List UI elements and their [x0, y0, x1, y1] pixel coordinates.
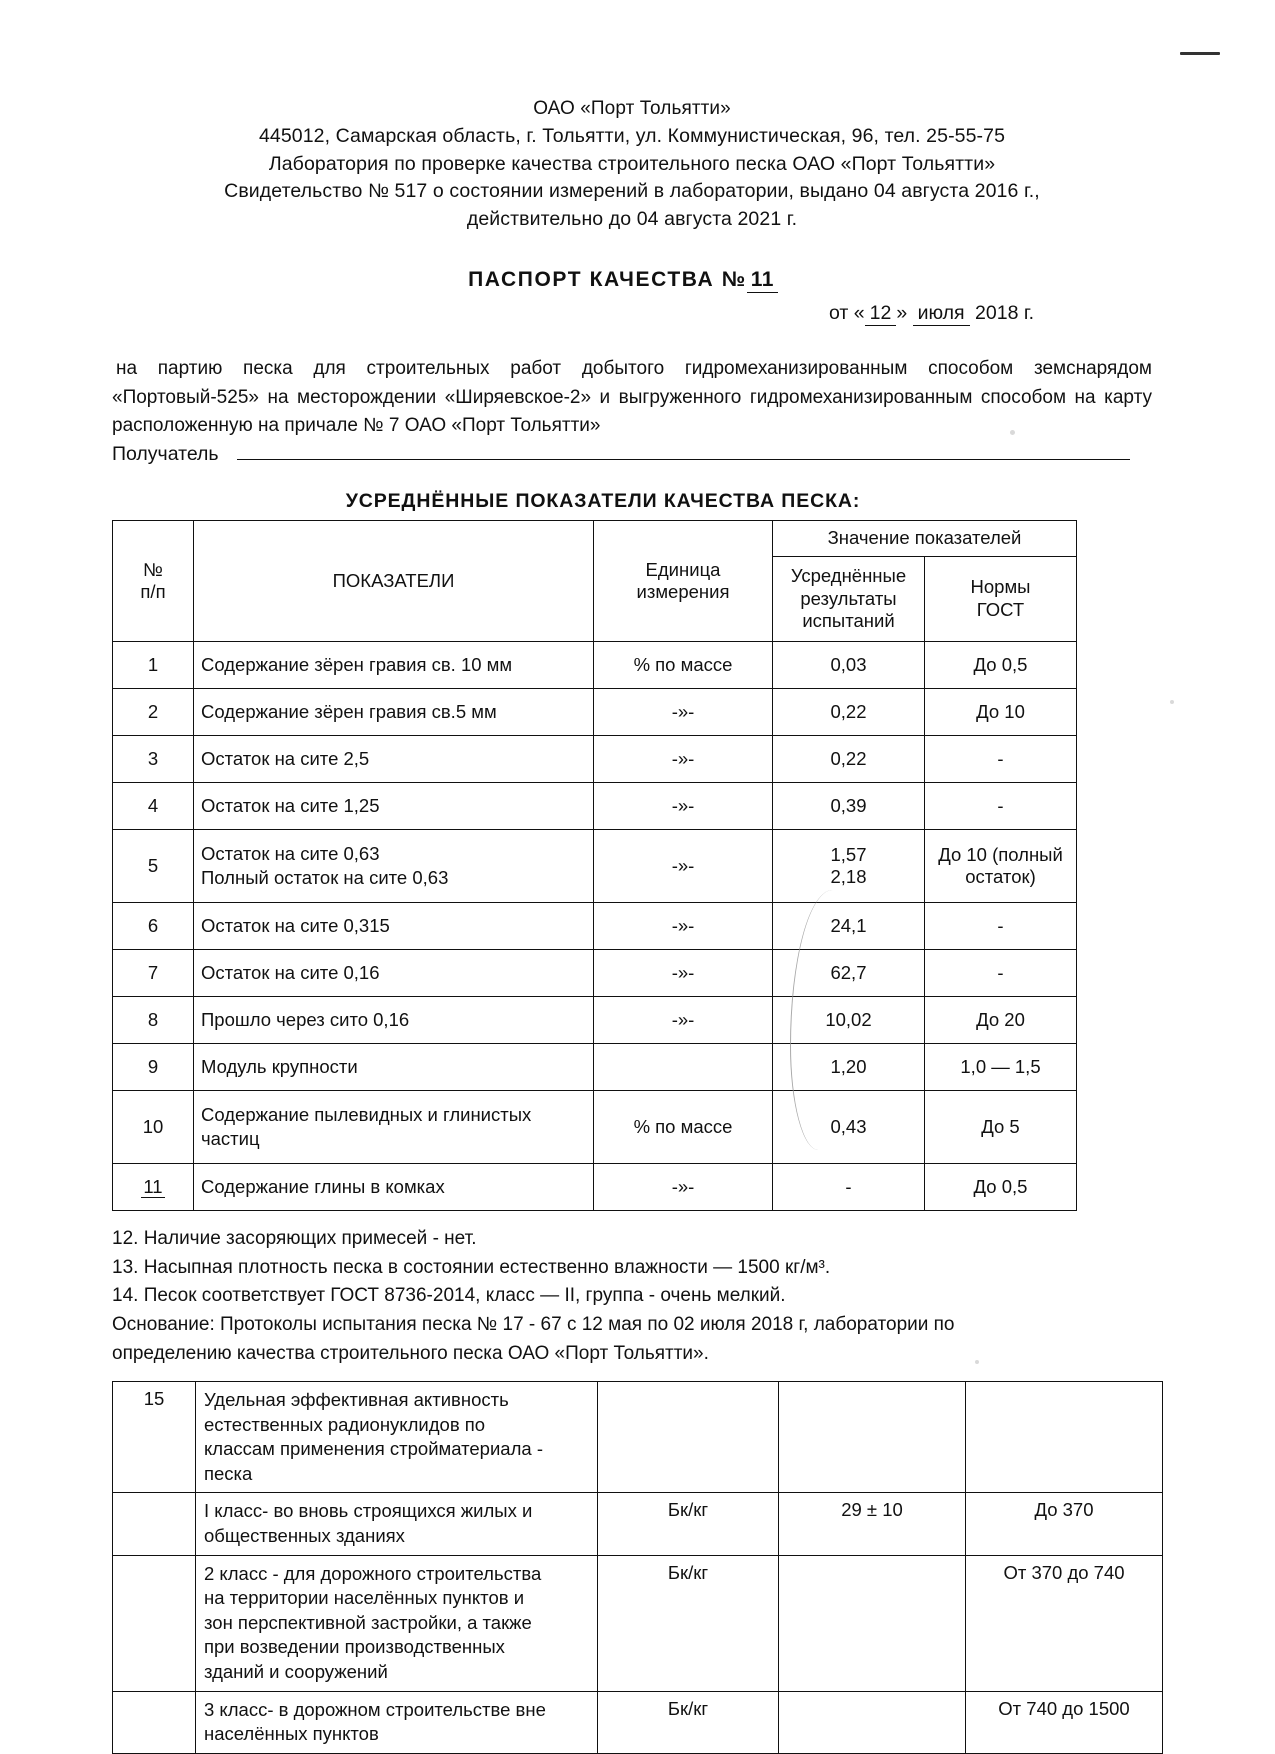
- org-name: ОАО «Порт Тольятти»: [533, 98, 731, 119]
- row-indicator: Содержание зёрен гравия св. 10 мм: [194, 642, 594, 689]
- row-gost: -: [925, 783, 1077, 830]
- document-date: [112, 302, 1152, 325]
- row-average: 1,20: [773, 1044, 925, 1091]
- row-average: 0,03: [773, 642, 925, 689]
- table-row: [113, 1044, 1077, 1091]
- table-row: [113, 736, 1077, 783]
- class-desc-line2: населённых пунктов: [204, 1723, 379, 1745]
- row-gost: До 0,5: [925, 1164, 1077, 1211]
- row-indicator: Содержание зёрен гравия св.5 мм: [194, 689, 594, 736]
- scan-artifact-dash: [1180, 52, 1220, 55]
- recipient-field: [112, 443, 1152, 466]
- row-gost: До 0,5: [925, 642, 1077, 689]
- radionuclide-title-row: [113, 1382, 1163, 1493]
- certificate-line: Свидетельство № 517 о состоянии измерений в лаборатории, выдано 04 августа 2016 г.,: [224, 180, 1040, 203]
- header-avg-line2: результаты: [800, 587, 897, 609]
- row-gost: -: [925, 903, 1077, 950]
- row-number: 4: [113, 783, 194, 830]
- radionuclide-class-row: [113, 1493, 1163, 1555]
- radionuclide-item-number: 15: [113, 1382, 196, 1493]
- radionuclide-title-line3: классам применения стройматериала -: [204, 1438, 543, 1460]
- document-content: [112, 96, 1152, 1754]
- row-unit: -»-: [594, 783, 773, 830]
- row-indicator: Модуль крупности: [194, 1044, 594, 1091]
- row-indicator: Прошло через сито 0,16: [194, 997, 594, 1044]
- row-number: 7: [113, 950, 194, 997]
- class-desc-line3: зон перспективной застройки, а также: [204, 1611, 532, 1633]
- row-gost: -: [925, 736, 1077, 783]
- row-unit: -»-: [594, 950, 773, 997]
- row-average: [773, 830, 925, 903]
- row-average: -: [773, 1164, 925, 1211]
- row-number: 8: [113, 997, 194, 1044]
- row-number: 3: [113, 736, 194, 783]
- class-desc-line1: 2 класс - для дорожного строительства: [204, 1562, 542, 1584]
- header-unit: [594, 521, 773, 642]
- radionuclide-title-line1: Удельная эффективная активность: [204, 1389, 509, 1411]
- row-indicator: Остаток на сите 0,315: [194, 903, 594, 950]
- row-indicator-line2: частиц: [201, 1128, 260, 1150]
- row-gost: 1,0 — 1,5: [925, 1044, 1077, 1091]
- table-row: [113, 1091, 1077, 1164]
- row-gost: До 10: [925, 689, 1077, 736]
- row-gost: До 5: [925, 1091, 1077, 1164]
- row-gost: [925, 830, 1077, 903]
- row-average-line1: 1,57: [830, 844, 867, 866]
- recipient-input-line[interactable]: [237, 459, 1130, 460]
- class-desc-line2: на территории населённых пунктов и: [204, 1587, 525, 1609]
- row-unit: % по массе: [594, 642, 773, 689]
- radionuclide-table: [112, 1381, 1163, 1754]
- table-row: [113, 997, 1077, 1044]
- radionuclide-value: [779, 1555, 966, 1691]
- note-12: 12. Наличие засоряющих примесей - нет.: [112, 1228, 477, 1250]
- header-unit-line2: измерения: [636, 581, 730, 603]
- radionuclide-row-spacer: [113, 1555, 196, 1691]
- radionuclide-unit: Бк/кг: [598, 1493, 779, 1555]
- passport-number: 11: [747, 268, 778, 293]
- lab-name: Лаборатория по проверке качества строительного песка ОАО «Порт Тольятти»: [268, 152, 996, 175]
- row-unit: -»-: [594, 997, 773, 1044]
- basis-line-1: Основание: Протоколы испытания песка № 17 - 67 с 12 мая по 02 июля 2018 г, лаборатории по: [112, 1313, 955, 1335]
- certificate-validity: действительно до 04 августа 2021 г.: [466, 208, 798, 231]
- row-number: 11: [113, 1164, 194, 1211]
- row-indicator: [194, 1091, 594, 1164]
- row-indicator-line2: Полный остаток на сите 0,63: [201, 867, 449, 889]
- row-number: 6: [113, 903, 194, 950]
- radionuclide-row-spacer: [113, 1493, 196, 1555]
- row-number: 1: [113, 642, 194, 689]
- table-row: [113, 950, 1077, 997]
- row-unit: -»-: [594, 1164, 773, 1211]
- radionuclide-title-line2: естественных радионуклидов по: [204, 1413, 486, 1435]
- radionuclide-value: [779, 1691, 966, 1753]
- header-number: [113, 521, 194, 642]
- radionuclide-value: 29 ± 10: [779, 1493, 966, 1555]
- row-number: 5: [113, 830, 194, 903]
- radionuclide-gost: От 370 до 740: [966, 1555, 1163, 1691]
- header-values-group: Значение показателей: [773, 521, 1077, 556]
- row-indicator-line1: Остаток на сите 0,63: [201, 843, 380, 865]
- row-average: 0,43: [773, 1091, 925, 1164]
- row-average: 62,7: [773, 950, 925, 997]
- header-unit-line1: Единица: [645, 558, 721, 580]
- row-indicator: [194, 830, 594, 903]
- header-avg-line1: Усреднённые: [790, 565, 907, 587]
- table-row: [113, 783, 1077, 830]
- header-average-results: [773, 556, 925, 642]
- radionuclide-unit: Бк/кг: [598, 1555, 779, 1691]
- radionuclide-row-spacer: [113, 1691, 196, 1753]
- date-day: 12: [865, 302, 897, 326]
- row-unit: -»-: [594, 830, 773, 903]
- radionuclide-gost: До 370: [966, 1493, 1163, 1555]
- header-gost-norms: [925, 556, 1077, 642]
- scan-speck: [1170, 700, 1174, 704]
- header-indicator: ПОКАЗАТЕЛИ: [194, 521, 594, 642]
- radionuclide-class-description: [196, 1493, 598, 1555]
- row-average: 0,39: [773, 783, 925, 830]
- recipient-label: Получатель: [112, 443, 219, 466]
- row-average: 10,02: [773, 997, 925, 1044]
- class-desc-line1: I класс- во вновь строящихся жилых и: [204, 1500, 533, 1522]
- radionuclide-class-description: [196, 1691, 598, 1753]
- header-gost-line1: Нормы: [970, 576, 1031, 598]
- radionuclide-title-line4: песка: [204, 1462, 253, 1484]
- row-gost: -: [925, 950, 1077, 997]
- intro-paragraph: [112, 355, 1152, 442]
- table-row: [113, 689, 1077, 736]
- table-row: [113, 1164, 1077, 1211]
- table-row: [113, 903, 1077, 950]
- row-number: 10: [113, 1091, 194, 1164]
- note-14: 14. Песок соответствует ГОСТ 8736-2014, класс — II, группа - очень мелкий.: [112, 1285, 786, 1307]
- header-number-line2: п/п: [140, 581, 166, 603]
- section-title: УСРЕДНЁННЫЕ ПОКАЗАТЕЛИ КАЧЕСТВА ПЕСКА:: [345, 490, 861, 513]
- row-unit: [594, 1044, 773, 1091]
- class-desc-line1: 3 класс- в дорожном строительстве вне: [204, 1698, 546, 1720]
- row-average: 24,1: [773, 903, 925, 950]
- radionuclide-class-description: [196, 1555, 598, 1691]
- row-indicator: Остаток на сите 0,16: [194, 950, 594, 997]
- class-desc-line4: при возведении производственных: [204, 1636, 505, 1658]
- row-average-line2: 2,18: [830, 866, 867, 888]
- row-gost-line1: До 10 (полный: [938, 844, 1063, 866]
- note-13: 13. Насыпная плотность песка в состоянии естественно влажности — 1500 кг/м³.: [112, 1256, 831, 1278]
- intro-text: на партию песка для строительных работ добытого гидромеханизированным способом земснарядом «Портовый-525» на месторождении «Ширяевское-2» и выгруженного гидромеханизированным способом на карту расположенную на причале № 7 ОАО «Порт Тольятти»: [112, 357, 1152, 437]
- class-desc-line5: зданий и сооружений: [204, 1661, 388, 1683]
- row-average: 0,22: [773, 689, 925, 736]
- row-unit: -»-: [594, 903, 773, 950]
- date-prefix: от «: [828, 301, 865, 324]
- radionuclide-class-row: [113, 1555, 1163, 1691]
- date-mid: »: [896, 301, 908, 324]
- row-indicator: Содержание глины в комках: [194, 1164, 594, 1211]
- quality-indicators-table: [112, 520, 1077, 1211]
- radionuclide-unit: Бк/кг: [598, 1691, 779, 1753]
- header-number-line1: №: [143, 558, 163, 580]
- row-gost-line2: остаток): [965, 866, 1036, 888]
- page-title: [94, 268, 1152, 292]
- row-unit: % по массе: [594, 1091, 773, 1164]
- row-average: 0,22: [773, 736, 925, 783]
- row-indicator: Остаток на сите 2,5: [194, 736, 594, 783]
- radionuclide-value-empty: [779, 1382, 966, 1493]
- radionuclide-gost: От 740 до 1500: [966, 1691, 1163, 1753]
- row-unit: -»-: [594, 736, 773, 783]
- radionuclide-class-row: [113, 1691, 1163, 1753]
- header-gost-line2: ГОСТ: [976, 598, 1025, 620]
- row-unit: -»-: [594, 689, 773, 736]
- letterhead: [112, 96, 1152, 234]
- radionuclide-unit-empty: [598, 1382, 779, 1493]
- date-year: 2018 г.: [975, 301, 1034, 324]
- date-month: июля: [913, 302, 970, 326]
- basis-line-2: определению качества строительного песка ОАО «Порт Тольятти».: [112, 1342, 709, 1364]
- header-avg-line3: испытаний: [802, 610, 895, 632]
- class-desc-line2: общественных зданиях: [204, 1525, 405, 1547]
- row-gost: До 20: [925, 997, 1077, 1044]
- org-address: 445012, Самарская область, г. Тольятти, ул. Коммунистическая, 96, тел. 25-55-75: [258, 124, 1006, 147]
- radionuclide-gost-empty: [966, 1382, 1163, 1493]
- row-indicator-line1: Содержание пылевидных и глинистых: [201, 1104, 532, 1126]
- row-number: 9: [113, 1044, 194, 1091]
- notes-block: [112, 1225, 1152, 1367]
- radionuclide-item-title: [196, 1382, 598, 1493]
- table-header-row: [113, 521, 1077, 556]
- table-row: [113, 830, 1077, 903]
- row-indicator: Остаток на сите 1,25: [194, 783, 594, 830]
- page-title-label: ПАСПОРТ КАЧЕСТВА №: [468, 267, 747, 291]
- row-number: 2: [113, 689, 194, 736]
- table-row: [113, 642, 1077, 689]
